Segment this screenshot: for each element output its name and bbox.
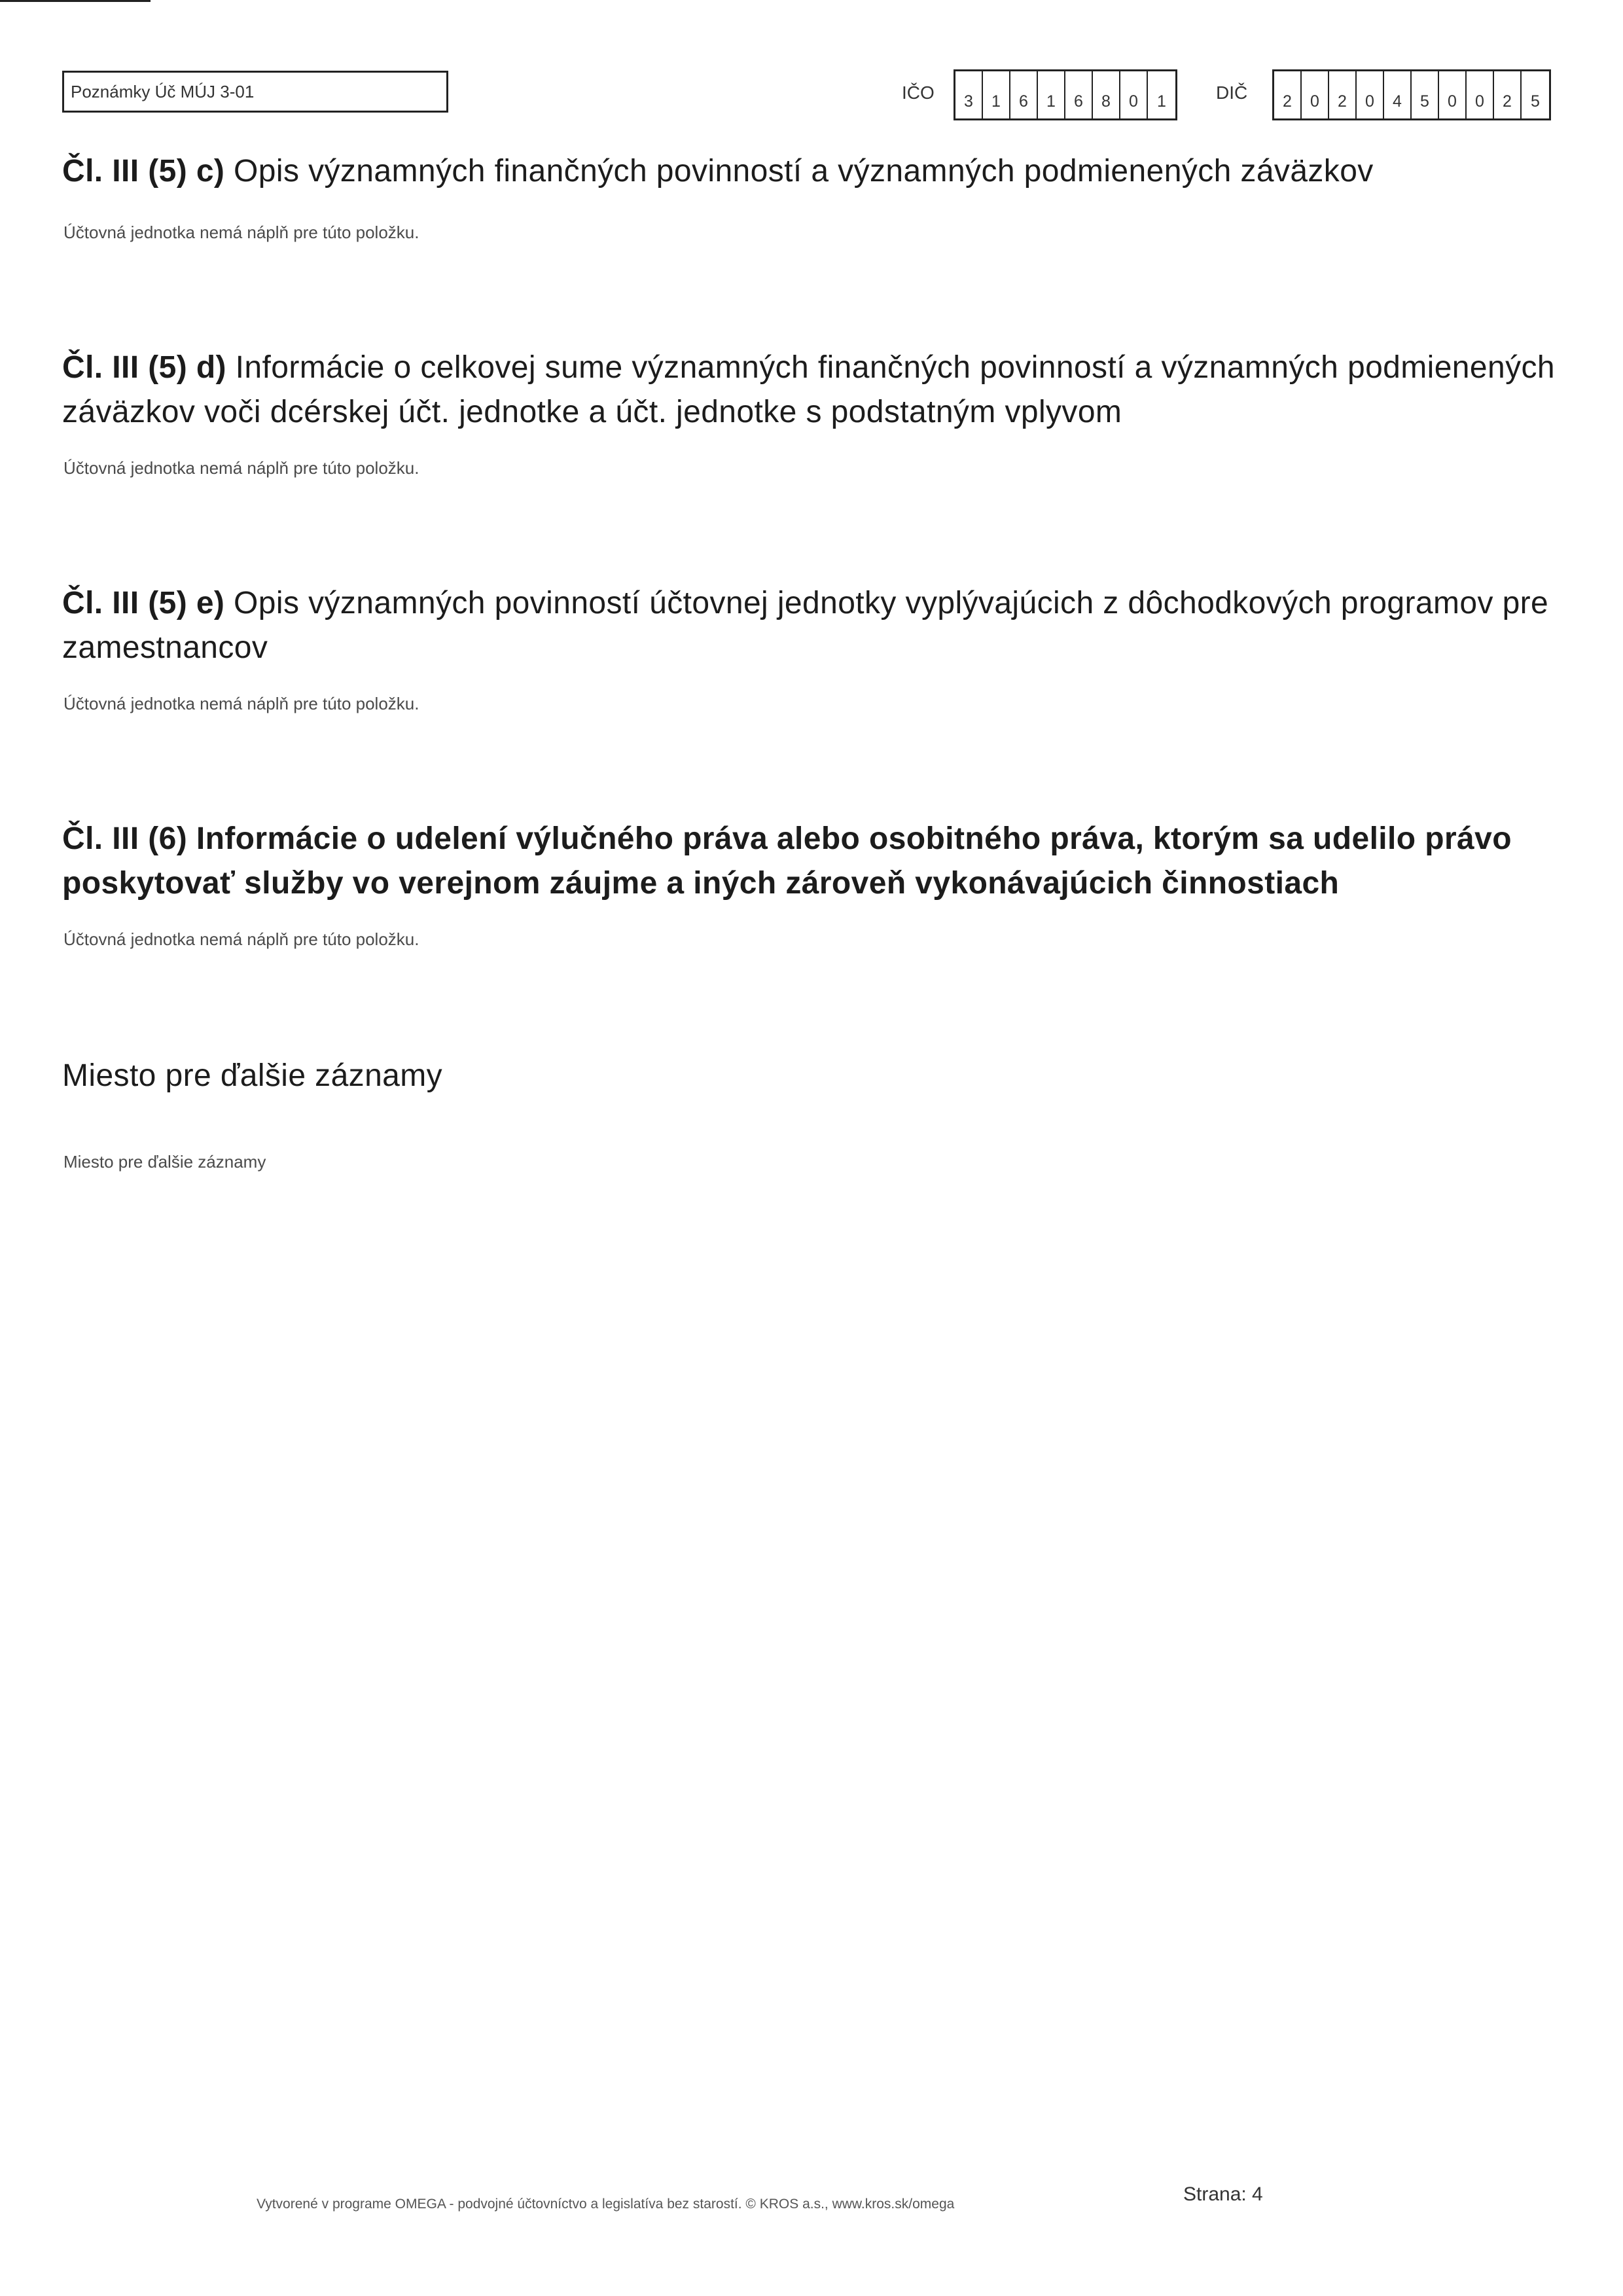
dic-digit: 5 — [1531, 92, 1540, 111]
dic-label: DIČ — [1216, 82, 1248, 103]
section-heading-6 — [62, 817, 1561, 906]
footer-credit: Vytvorené v programe OMEGA - podvojné účtovníctvo a legislatíva bez starostí. © KROS a.s., www.kros.sk/omega — [257, 2197, 955, 2212]
dic-digit: 5 — [1412, 71, 1439, 118]
section-note: Účtovná jednotka nemá náplň pre túto položku. — [63, 929, 419, 949]
section-number: Čl. III (5) e) — [62, 586, 225, 620]
section-note: Účtovná jednotka nemá náplň pre túto položku. — [63, 458, 419, 478]
section-number: Čl. III (5) d) — [62, 350, 226, 385]
dic-digit: 0 — [1302, 71, 1329, 118]
ico-digit-boxes — [954, 69, 1177, 120]
section-title: Informácie o celkovej sume významných finančných povinností a významných podmienených záväzkov voči dcérskej účt. jednotke a účt. jednotke s podstatným vplyvom — [62, 350, 1555, 429]
section-heading-5e — [62, 581, 1561, 670]
dic-digit: 4 — [1384, 71, 1412, 118]
ico-digit: 1 — [1038, 71, 1065, 118]
section-number: Čl. III (6) — [62, 821, 188, 856]
dic-digit: 2 — [1494, 71, 1522, 118]
top-edge-rule — [0, 0, 151, 2]
section-note: Účtovná jednotka nemá náplň pre túto položku. — [63, 694, 419, 713]
form-label: Poznámky Úč MÚJ 3-01 — [62, 71, 448, 113]
dic-digit: 2 — [1274, 71, 1302, 118]
ico-digit: 0 — [1120, 71, 1148, 118]
page-number: Strana: 4 — [1183, 2183, 1263, 2205]
dic-digit: 0 — [1467, 71, 1494, 118]
ico-digit: 8 — [1093, 71, 1120, 118]
ico-digit: 1 — [1157, 92, 1166, 111]
section-number: Čl. III (5) c) — [62, 154, 225, 188]
section-heading-5c — [62, 149, 1561, 194]
section-note: Účtovná jednotka nemá náplň pre túto položku. — [63, 223, 419, 242]
ico-label: IČO — [902, 82, 935, 103]
section-title: Opis významných povinností účtovnej jednotky vyplývajúcich z dôchodkových programov pre zamestnancov — [62, 586, 1549, 665]
extra-records-heading: Miesto pre ďalšie záznamy — [62, 1058, 443, 1093]
ico-digit: 3 — [955, 71, 983, 118]
dic-digit-boxes — [1272, 69, 1551, 120]
section-title: Informácie o udelení výlučného práva alebo osobitného práva, ktorým sa udelilo právo poskytovať služby vo verejnom záujme a iných zároveň vykonávajúcich činnostiach — [62, 821, 1512, 901]
dic-digit: 2 — [1329, 71, 1357, 118]
ico-digit: 1 — [983, 71, 1010, 118]
ico-digit: 6 — [1065, 71, 1093, 118]
section-heading-5d — [62, 346, 1561, 435]
ico-digit: 6 — [1010, 71, 1038, 118]
section-title: Opis významných finančných povinností a významných podmienených záväzkov — [234, 154, 1374, 188]
dic-digit: 0 — [1357, 71, 1384, 118]
extra-records-note: Miesto pre ďalšie záznamy — [63, 1152, 266, 1172]
dic-digit: 0 — [1439, 71, 1467, 118]
